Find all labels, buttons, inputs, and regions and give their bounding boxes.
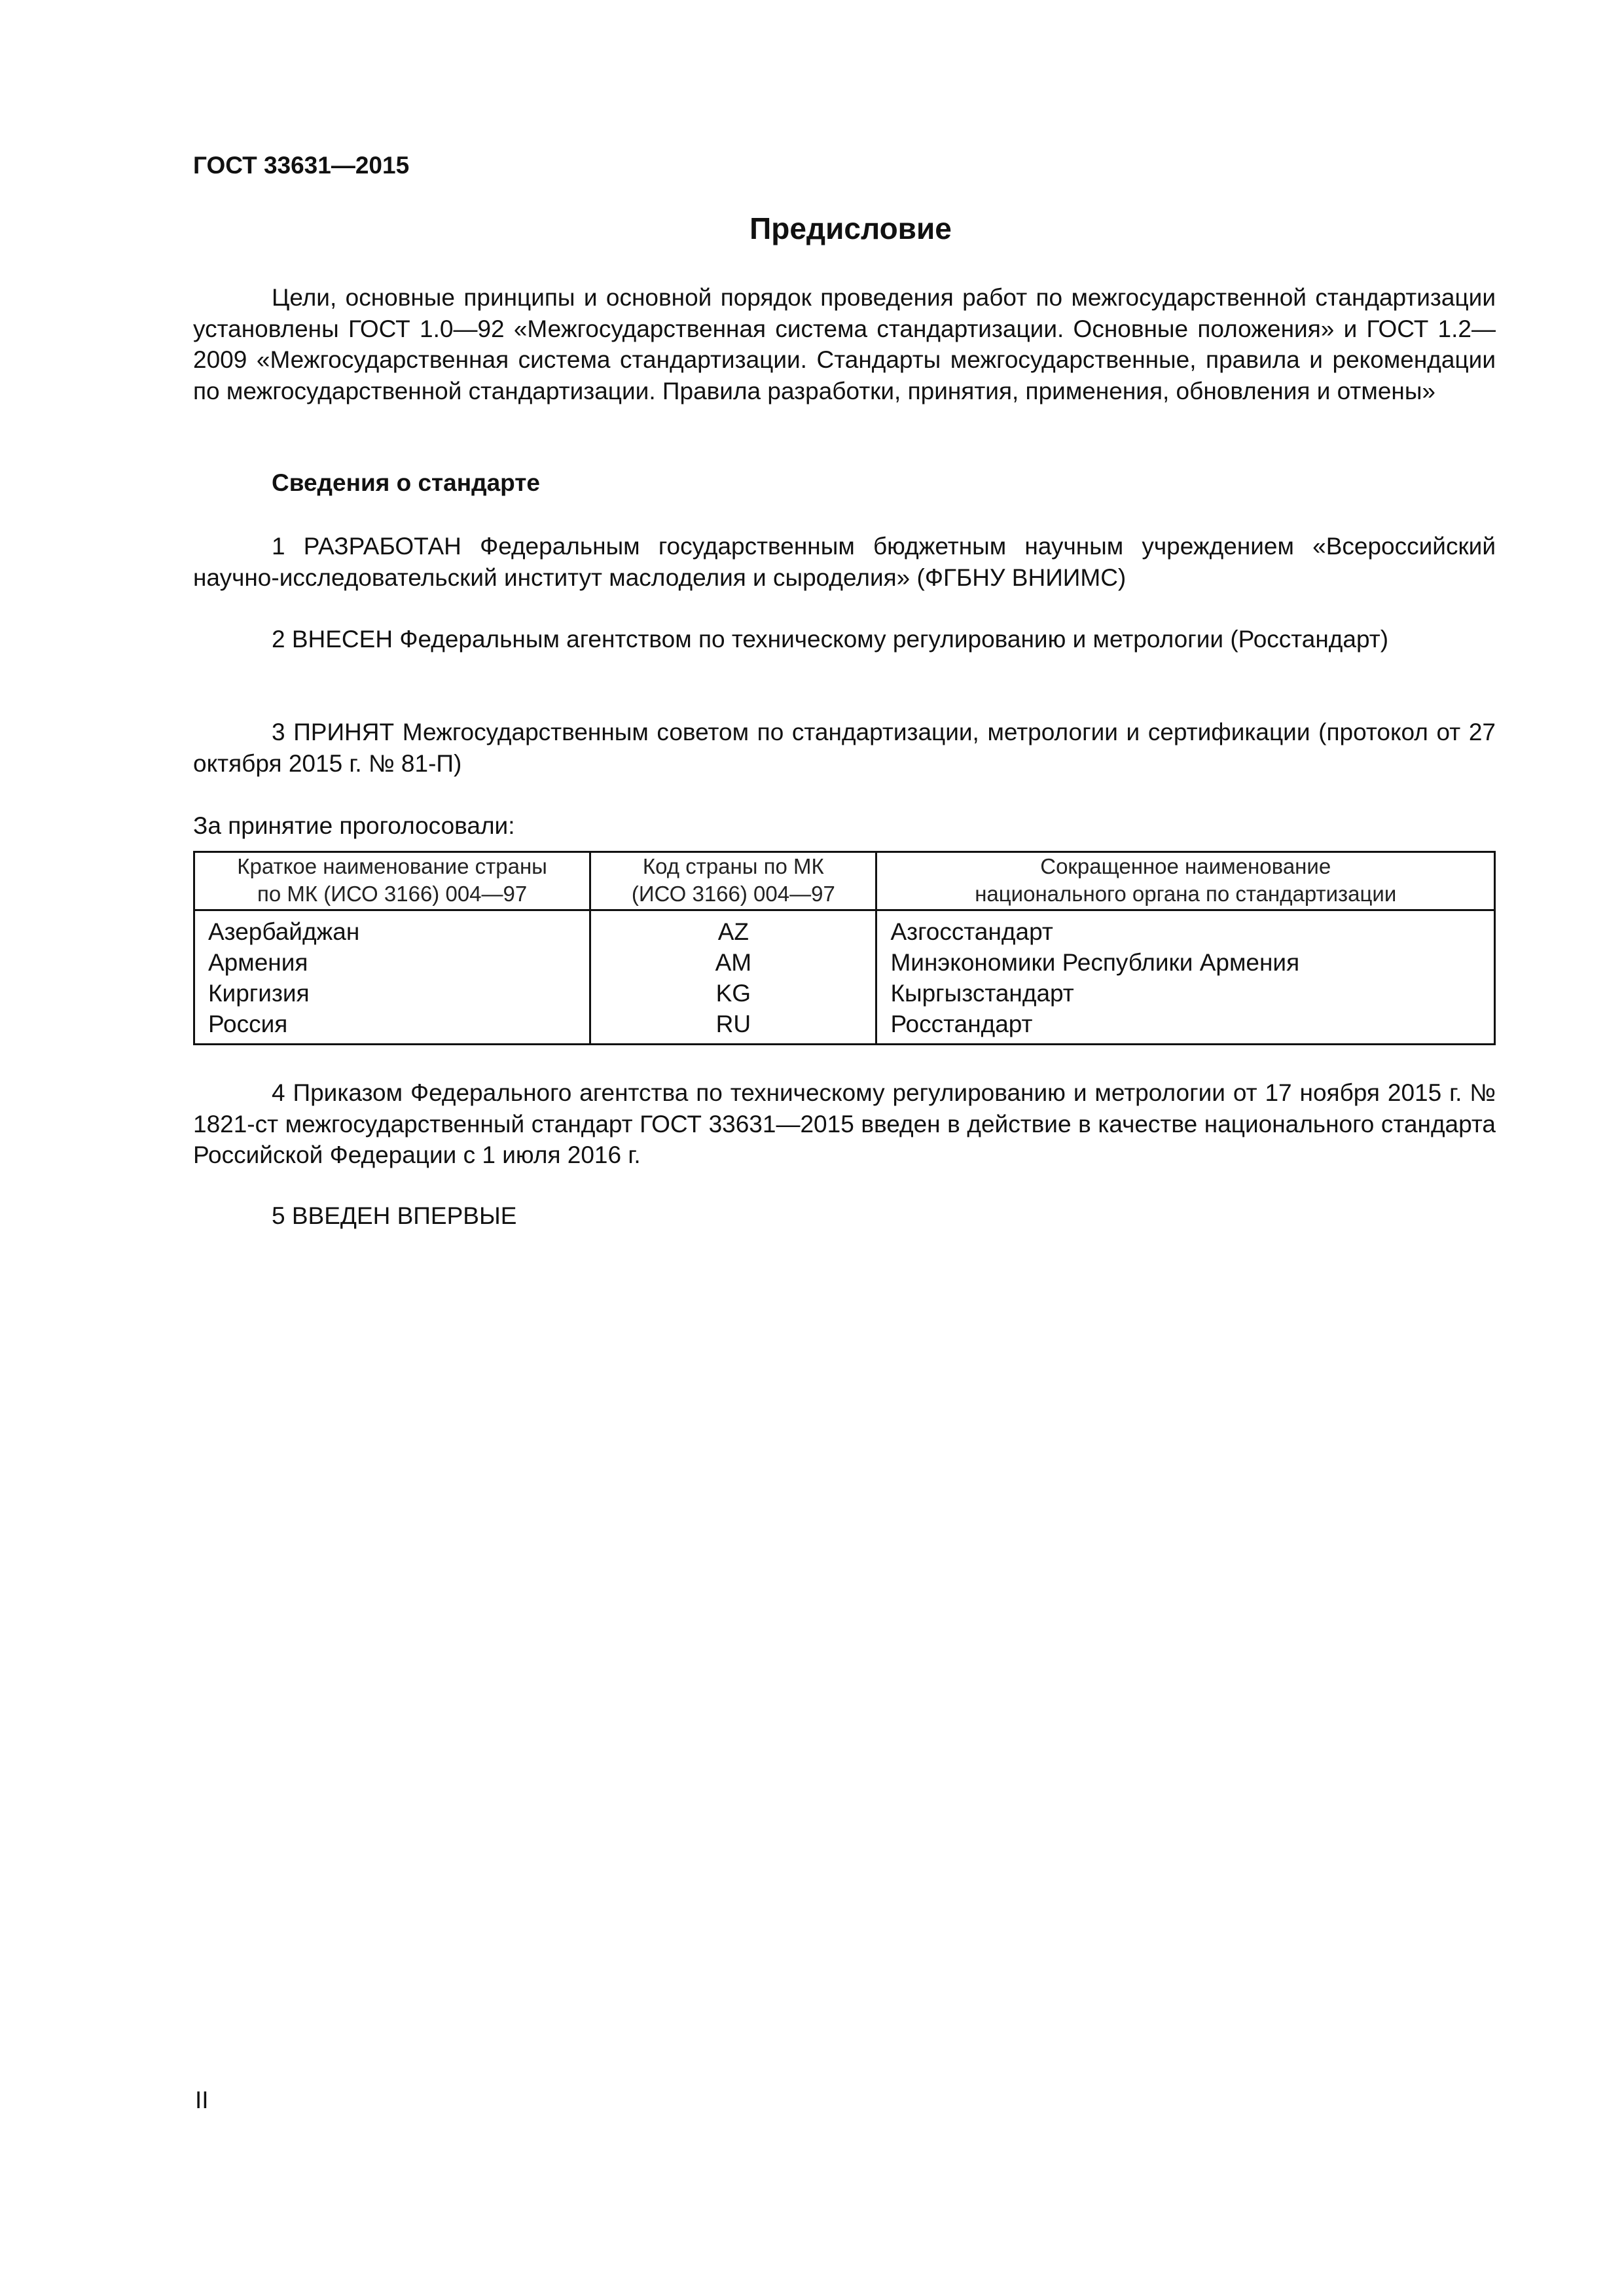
national-body-cell: Росстандарт <box>876 1009 1495 1045</box>
page-title: Предисловие <box>749 211 952 245</box>
header-country-name <box>194 852 590 910</box>
header-line: Краткое наименование страны <box>237 854 547 878</box>
document-code: ГОСТ 33631—2015 <box>193 152 410 179</box>
national-body-cell: Минэкономики Республики Армения <box>876 947 1495 978</box>
item-5-introduced: 5 ВВЕДЕН ВПЕРВЫЕ <box>272 1202 517 1229</box>
country-code-cell: AZ <box>590 910 876 948</box>
table-row <box>194 947 1495 978</box>
header-line: национального органа по стандартизации <box>975 882 1397 906</box>
header-national-body <box>876 852 1495 910</box>
header-line: по МК (ИСО 3166) 004—97 <box>257 882 528 906</box>
header-line: Сокращенное наименование <box>1040 854 1331 878</box>
standard-info-heading: Сведения о стандарте <box>272 469 540 496</box>
country-code-cell: RU <box>590 1009 876 1045</box>
intro-paragraph: Цели, основные принципы и основной порядок проведения работ по межгосударственной стандартизации установлены ГОСТ 1.0—92 «Межгосударственная система стандартизации. Основные положения» и ГОСТ 1.2—2009 «Межгосударственная система стандартизации. Стандарты межгосударственные, правила и рекомендации по межгосударственной стандартизации. Правила разработки, принятия, применения, обновления и отмены» <box>193 284 1496 404</box>
country-name-cell: Киргизия <box>194 978 590 1009</box>
table-row <box>194 978 1495 1009</box>
vote-caption: За принятие проголосовали: <box>193 812 515 839</box>
country-name-cell: Армения <box>194 947 590 978</box>
item-2-submitted: 2 ВНЕСЕН Федеральным агентством по техническому регулированию и метрологии (Росстандарт) <box>272 626 1389 653</box>
header-line: (ИСО 3166) 004—97 <box>631 882 835 906</box>
table-row <box>194 910 1495 948</box>
header-line: Код страны по МК <box>642 854 824 878</box>
page-number: II <box>195 2087 209 2113</box>
item-1-developed: 1 РАЗРАБОТАН Федеральным государственным бюджетным научным учреждением «Всероссийский научно-исследовательский институт маслоделия и сыроделия» (ФГБНУ ВНИИМС) <box>193 533 1496 591</box>
country-name-cell: Россия <box>194 1009 590 1045</box>
national-body-cell: Кыргызстандарт <box>876 978 1495 1009</box>
country-code-cell: AM <box>590 947 876 978</box>
country-code-cell: KG <box>590 978 876 1009</box>
item-4-order: 4 Приказом Федерального агентства по техническому регулированию и метрологии от 17 ноября 2015 г. № 1821-ст межгосударственный стандарт ГОСТ 33631—2015 введен в действие в качестве национального стандарта Российской Федерации с 1 июля 2016 г. <box>193 1079 1496 1168</box>
item-3-adopted: 3 ПРИНЯТ Межгосударственным советом по стандартизации, метрологии и сертификации (протокол от 27 октября 2015 г. № 81-П) <box>193 719 1496 777</box>
vote-table <box>193 851 1496 1045</box>
country-name-cell: Азербайджан <box>194 910 590 948</box>
table-header-row <box>194 852 1495 910</box>
header-country-code <box>590 852 876 910</box>
table-row <box>194 1009 1495 1045</box>
national-body-cell: Азгосстандарт <box>876 910 1495 948</box>
